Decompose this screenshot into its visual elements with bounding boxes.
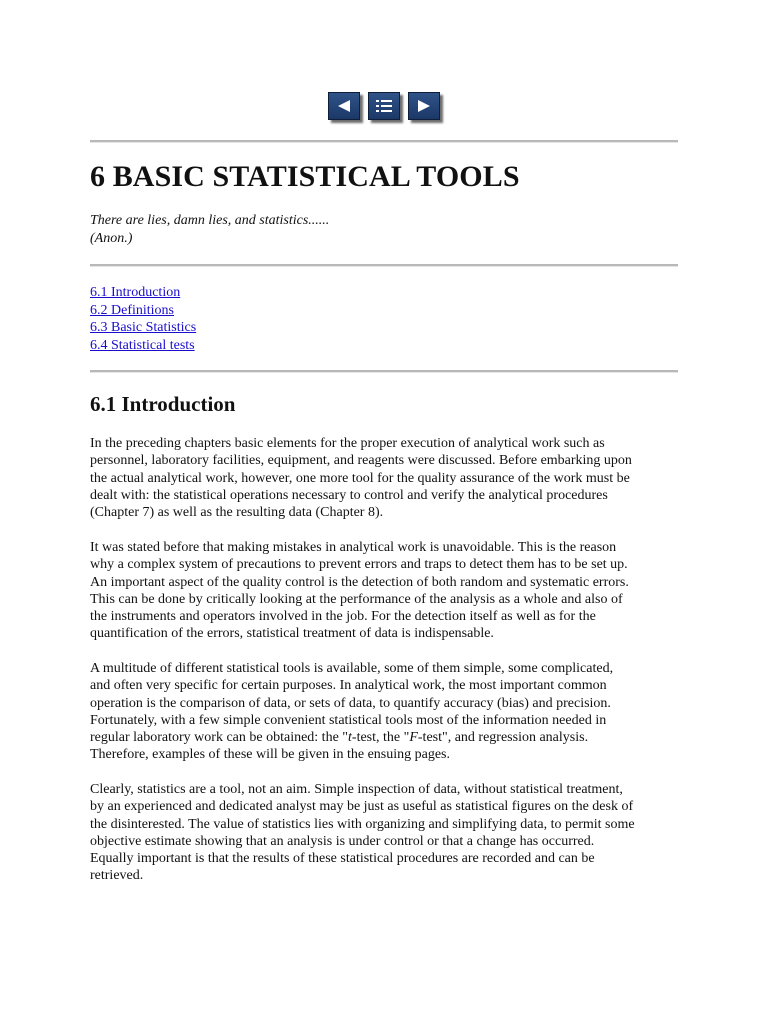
page-navigation (328, 92, 440, 122)
text-line: the disinterested. The value of statistics lies with organizing and simplifying data, to permit some (90, 816, 635, 832)
text-line: by an experienced and dedicated analyst may be just as useful as statistical figures on the desk of (90, 799, 634, 815)
toc-link-definitions[interactable]: 6.2 Definitions (90, 302, 174, 318)
epigraph-text: There are lies, damn lies, and statistics...... (90, 213, 330, 228)
arrow-right-icon (416, 99, 432, 113)
text-line: (Chapter 7) as well as the resulting data (Chapter 8). (90, 505, 384, 521)
f-symbol: F (409, 730, 418, 746)
text-line: retrieved. (90, 868, 144, 884)
next-page-button[interactable] (408, 92, 440, 120)
divider (90, 264, 678, 267)
text-line: An important aspect of the quality control is the detection of both random and systematic errors. (90, 574, 629, 590)
text-line: Fortunately, with a few simple convenient statistical tools most of the information needed in (90, 712, 607, 728)
text-line: It was stated before that making mistakes in analytical work is unavoidable. This is the reason (90, 540, 617, 555)
table-of-contents-button[interactable] (368, 92, 400, 120)
page-title: 6 BASIC STATISTICAL TOOLS (90, 160, 520, 193)
text-line: Clearly, statistics are a tool, not an aim. Simple inspection of data, without statistical treatment, (90, 782, 623, 797)
table-of-contents (90, 284, 196, 354)
epigraph-attribution: (Anon.) (90, 231, 133, 246)
text-line: Equally important is that the results of these statistical procedures are recorded and can be (90, 851, 595, 867)
paragraph-1 (90, 435, 690, 521)
toc-link-introduction[interactable]: 6.1 Introduction (90, 285, 181, 300)
text-line: operation is the comparison of data, or sets of data, to quantify accuracy (bias) and precision. (90, 695, 611, 711)
text-segment: regular laboratory work can be obtained: the " (90, 730, 349, 746)
paragraph-4 (90, 781, 690, 885)
arrow-left-icon (336, 99, 352, 113)
text-line: Therefore, examples of these will be given in the ensuing pages. (90, 747, 450, 763)
text-line: This can be done by critically looking at the performance of the analysis as a whole and also of (90, 591, 623, 607)
text-segment: -test, the " (351, 730, 410, 746)
text-segment: -test", and regression analysis. (417, 730, 589, 746)
section-heading: 6.1 Introduction (90, 392, 236, 416)
toc-link-basic-statistics[interactable]: 6.3 Basic Statistics (90, 320, 197, 335)
text-line: objective estimate showing that an analysis is under control or that a change has occurred. (90, 833, 595, 849)
divider (90, 140, 678, 143)
previous-page-button[interactable] (328, 92, 360, 120)
divider (90, 370, 678, 373)
paragraph-3 (90, 660, 690, 764)
t-symbol: t (348, 730, 352, 746)
text-line: quantification of the errors, statistical treatment of data is indispensable. (90, 626, 494, 642)
text-line: In the preceding chapters basic elements for the proper execution of analytical work such as (90, 436, 605, 451)
text-line: and often very specific for certain purposes. In analytical work, the most important common (90, 678, 607, 694)
text-line: personnel, laboratory facilities, equipment, and reagents were discussed. Before embarking upon (90, 453, 632, 469)
list-icon (375, 99, 393, 113)
toc-link-statistical-tests[interactable]: 6.4 Statistical tests (90, 337, 195, 353)
text-line: dealt with: the statistical operations necessary to control and verify the analytical procedures (90, 487, 608, 503)
epigraph (90, 212, 329, 248)
text-line: A multitude of different statistical tools is available, some of them simple, some complicated, (90, 661, 614, 676)
text-line (90, 729, 690, 746)
text-line: the instruments and operators involved in the job. For the detection itself as well as for the (90, 609, 596, 625)
paragraph-2 (90, 539, 690, 643)
text-line: the actual analytical work, however, one more tool for the quality assurance of the work must be (90, 470, 630, 486)
text-line: why a complex system of precautions to prevent errors and traps to detect them has to be set up. (90, 557, 628, 573)
